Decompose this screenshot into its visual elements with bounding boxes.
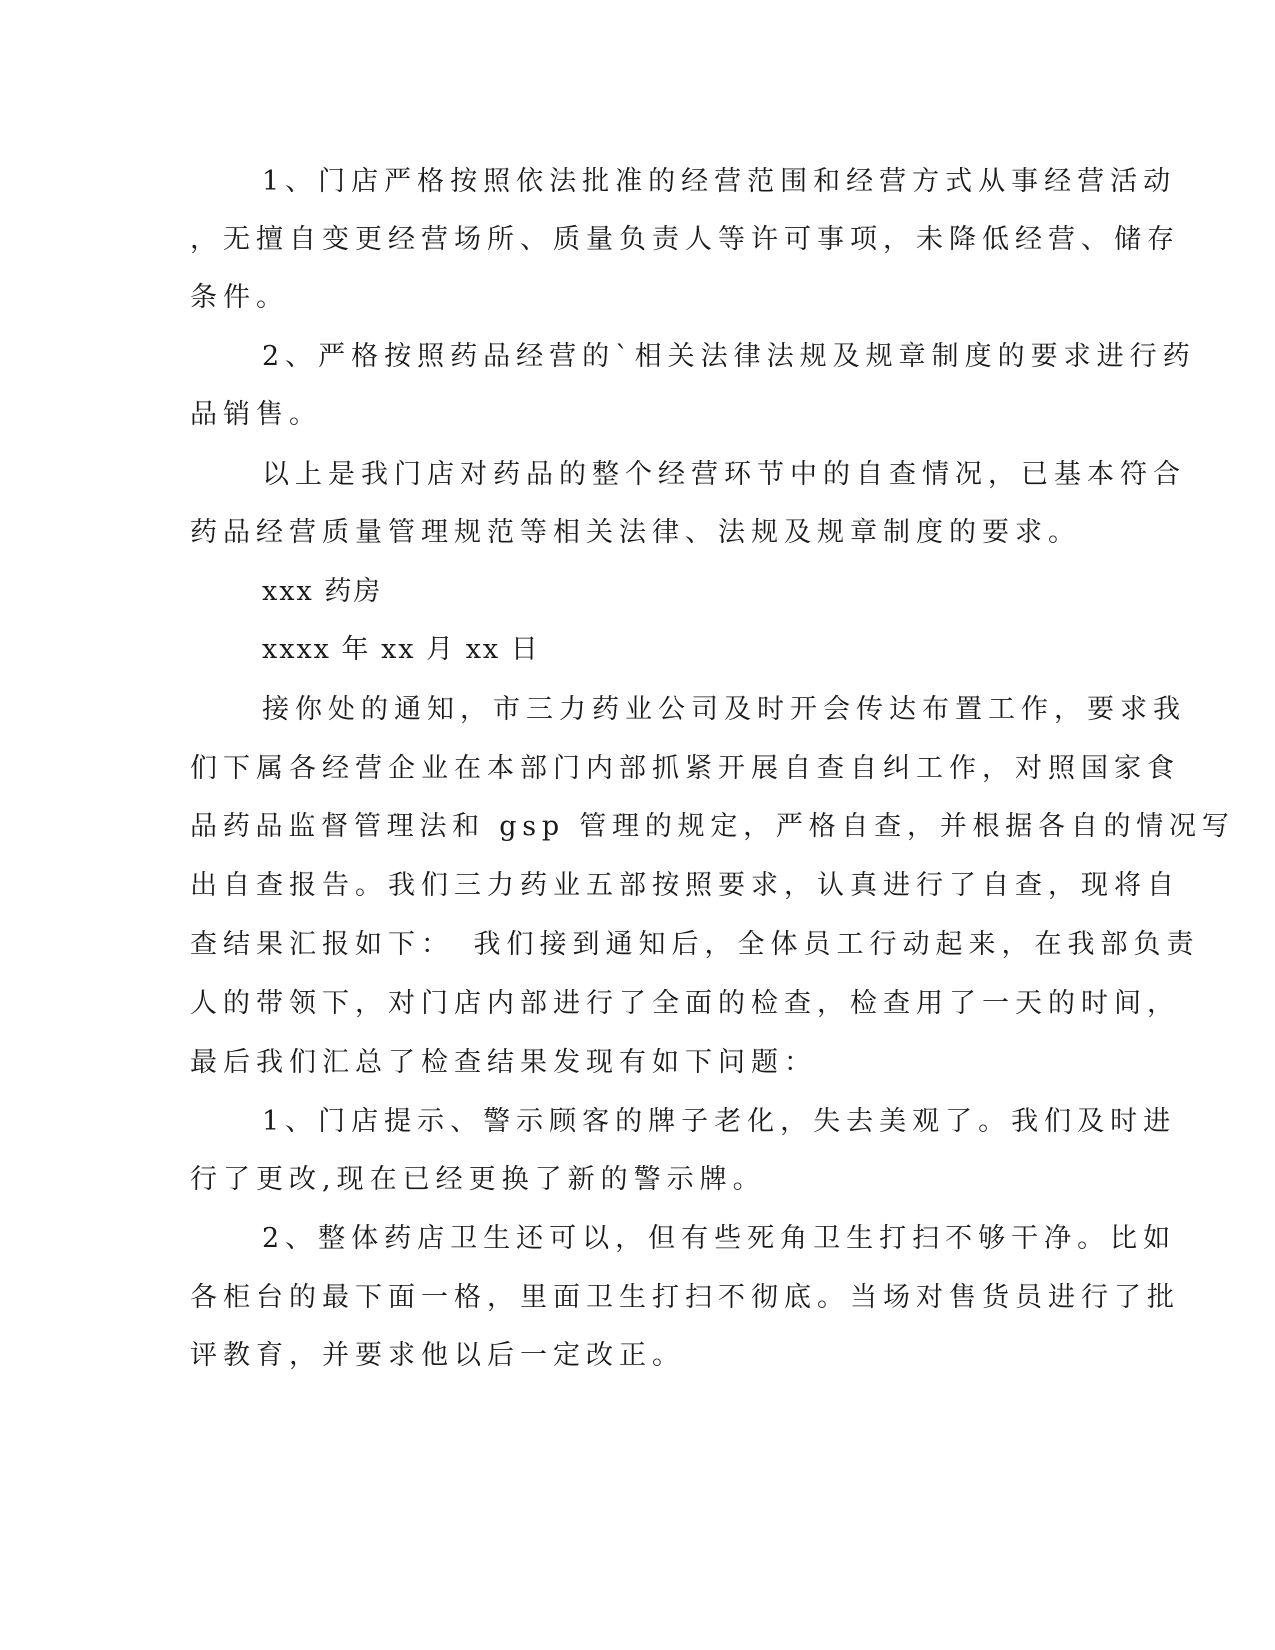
paragraph-line: 出自查报告。我们三力药业五部按照要求，认真进行了自查，现将自 [190, 870, 1180, 901]
date-line: xxxx 年 xx 月 xx 日 [262, 634, 540, 665]
paragraph-line: 1、门店严格按照依法批准的经营范围和经营方式从事经营活动 [262, 166, 1177, 197]
paragraph-line: ，无擅自变更经营场所、质量负责人等许可事项，未降低经营、储存 [190, 224, 1180, 255]
paragraph-line: 评教育，并要求他以后一定改正。 [190, 1340, 685, 1371]
paragraph-line: 接你处的通知，市三力药业公司及时开会传达布置工作，要求我 [262, 694, 1186, 725]
paragraph-line: 品药品监督管理法和 gsp 管理的规定，严格自查，并根据各自的情况写 [190, 811, 1235, 842]
signature-line: xxx 药房 [262, 576, 383, 607]
paragraph-line: 们下属各经营企业在本部门内部抓紧开展自查自纠工作，对照国家食 [190, 753, 1180, 784]
paragraph-line: 行了更改,现在已经更换了新的警示牌。 [190, 1164, 766, 1195]
paragraph-line: 1、门店提示、警示顾客的牌子老化，失去美观了。我们及时进 [262, 1106, 1177, 1137]
paragraph-line: 2、整体药店卫生还可以，但有些死角卫生打扫不够干净。比如 [262, 1223, 1177, 1254]
paragraph-line: 药品经营质量管理规范等相关法律、法规及规章制度的要求。 [190, 517, 1081, 548]
paragraph-line: 2、严格按照药品经营的`相关法律法规及规章制度的要求进行药 [262, 341, 1196, 372]
paragraph-line: 查结果汇报如下： 我们接到通知后，全体员工行动起来，在我部负责 [190, 929, 1200, 960]
paragraph-line: 最后我们汇总了检查结果发现有如下问题： [190, 1047, 817, 1078]
paragraph-line: 品销售。 [190, 399, 322, 430]
paragraph-line: 各柜台的最下面一格，里面卫生打扫不彻底。当场对售货员进行了批 [190, 1282, 1180, 1313]
paragraph-line: 条件。 [190, 282, 289, 313]
paragraph-line: 人的带领下，对门店内部进行了全面的检查，检查用了一天的时间， [190, 988, 1180, 1019]
paragraph-line: 以上是我门店对药品的整个经营环节中的自查情况，已基本符合 [262, 459, 1186, 490]
